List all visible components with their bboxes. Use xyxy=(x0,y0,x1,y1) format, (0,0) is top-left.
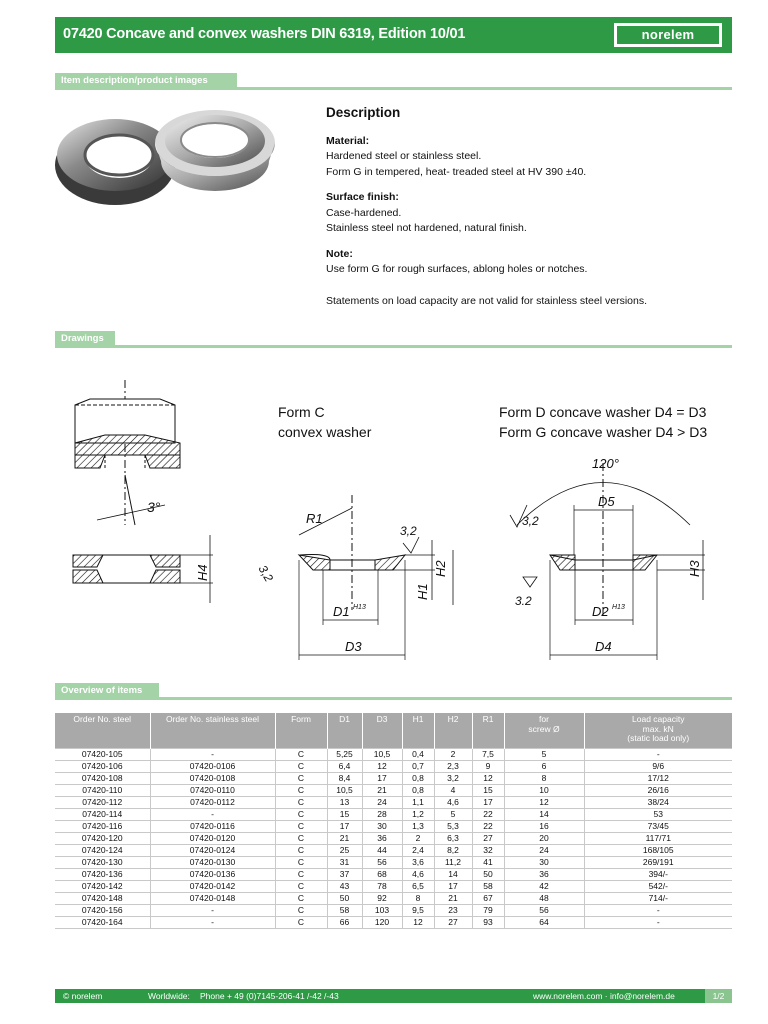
table-cell: 07420-0112 xyxy=(150,796,275,808)
table-cell: 21 xyxy=(327,832,362,844)
form-c-section xyxy=(256,495,453,660)
d3-label: D3 xyxy=(345,639,362,654)
roughness-label-4 xyxy=(455,544,456,545)
table-cell: 11,2 xyxy=(434,856,472,868)
table-cell: 8 xyxy=(504,772,584,784)
table-cell: 17 xyxy=(434,880,472,892)
d1-label: D1 xyxy=(333,604,350,619)
table-row xyxy=(55,748,732,760)
page-title: 07420 Concave and convex washers DIN 6319, Edition 10/01 xyxy=(63,26,466,42)
table-cell: 43 xyxy=(327,880,362,892)
table-cell: 14 xyxy=(504,808,584,820)
table-cell: 0,8 xyxy=(402,772,434,784)
table-cell: C xyxy=(275,784,327,796)
roughness-label-1: 3,2 xyxy=(255,562,277,585)
table-cell: 10,5 xyxy=(327,784,362,796)
column-header: Form xyxy=(275,713,327,748)
page-header xyxy=(55,17,732,53)
table-cell: 22 xyxy=(472,808,504,820)
table-row xyxy=(55,856,732,868)
surface-line-2: Stainless steel not hardened, natural finish. xyxy=(326,222,527,234)
table-cell: 07420-142 xyxy=(55,880,150,892)
table-cell: C xyxy=(275,748,327,760)
convex-washer-label: convex washer xyxy=(278,424,372,440)
table-row xyxy=(55,820,732,832)
column-header: Order No. stainless steel xyxy=(150,713,275,748)
roughness-label-2: 3,2 xyxy=(400,524,417,538)
table-cell: 28 xyxy=(362,808,402,820)
table-cell: 27 xyxy=(472,832,504,844)
table-cell: C xyxy=(275,880,327,892)
page-number: 1/2 xyxy=(705,989,732,1003)
roughness-label-3: 3,2 xyxy=(522,514,539,528)
table-cell: 16 xyxy=(504,820,584,832)
table-header-row xyxy=(55,713,732,748)
table-cell: 8,2 xyxy=(434,844,472,856)
table-cell: 269/191 xyxy=(584,856,732,868)
table-cell: - xyxy=(150,808,275,820)
table-cell: - xyxy=(150,916,275,928)
table-cell: 78 xyxy=(362,880,402,892)
table-cell: 6,4 xyxy=(327,760,362,772)
table-cell: 64 xyxy=(504,916,584,928)
note-line-1: Use form G for rough surfaces, ablong holes or notches. xyxy=(326,263,588,275)
table-cell: 24 xyxy=(362,796,402,808)
table-cell: 58 xyxy=(472,880,504,892)
table-row xyxy=(55,916,732,928)
table-cell: 26/16 xyxy=(584,784,732,796)
table-cell: 9,5 xyxy=(402,904,434,916)
table-cell: 07420-0130 xyxy=(150,856,275,868)
table-cell: 53 xyxy=(584,808,732,820)
table-cell: 4 xyxy=(434,784,472,796)
h1-label: H1 xyxy=(415,583,430,600)
form-d-title: Form D concave washer D4 = D3 xyxy=(499,404,707,420)
table-cell: 22 xyxy=(472,820,504,832)
surface-label: Surface finish: xyxy=(326,191,399,203)
table-cell: - xyxy=(150,904,275,916)
table-cell: 17 xyxy=(327,820,362,832)
table-cell: 48 xyxy=(504,892,584,904)
table-cell: 4,6 xyxy=(402,868,434,880)
table-cell: 5 xyxy=(504,748,584,760)
table-cell: 12 xyxy=(362,760,402,772)
form-d-g-section xyxy=(510,456,705,660)
table-cell: 38/24 xyxy=(584,796,732,808)
table-cell: 12 xyxy=(504,796,584,808)
table-cell: 9 xyxy=(472,760,504,772)
section-item-description xyxy=(55,73,732,90)
material-label: Material: xyxy=(326,134,370,147)
logo-text: norelem xyxy=(617,26,719,44)
d4-label: D4 xyxy=(595,639,612,654)
table-cell: 21 xyxy=(434,892,472,904)
table-cell: 07420-0106 xyxy=(150,760,275,772)
column-header: R1 xyxy=(472,713,504,748)
table-cell: 17/12 xyxy=(584,772,732,784)
footer-worldwide: Worldwide: xyxy=(148,991,190,1001)
table-row xyxy=(55,880,732,892)
table-row xyxy=(55,796,732,808)
table-cell: 2,3 xyxy=(434,760,472,772)
table-cell: 103 xyxy=(362,904,402,916)
table-cell: 50 xyxy=(327,892,362,904)
table-cell: 42 xyxy=(504,880,584,892)
table-cell: 31 xyxy=(327,856,362,868)
footer-copyright: © norelem xyxy=(63,991,103,1001)
table-cell: 1,3 xyxy=(402,820,434,832)
d2-tolerance: H13 xyxy=(612,604,625,611)
table-cell: 3,6 xyxy=(402,856,434,868)
norelem-logo[interactable] xyxy=(614,23,722,47)
table-body xyxy=(55,748,732,928)
table-cell: 56 xyxy=(504,904,584,916)
r1-label: R1 xyxy=(306,511,323,526)
column-header: D3 xyxy=(362,713,402,748)
d5-label: D5 xyxy=(598,494,615,509)
table-cell: 07420-110 xyxy=(55,784,150,796)
table-cell: C xyxy=(275,844,327,856)
table-cell: 3,2 xyxy=(434,772,472,784)
table-cell: 07420-0124 xyxy=(150,844,275,856)
table-cell: 10 xyxy=(504,784,584,796)
table-row xyxy=(55,772,732,784)
table-cell: 10,5 xyxy=(362,748,402,760)
table-cell: 4,6 xyxy=(434,796,472,808)
table-cell: 32 xyxy=(472,844,504,856)
table-cell: C xyxy=(275,856,327,868)
table-cell: 2,4 xyxy=(402,844,434,856)
section-label: Overview of items xyxy=(55,683,159,699)
d2-label: D2 xyxy=(592,604,609,619)
angle-120-label: 120° xyxy=(592,456,619,471)
table-cell: C xyxy=(275,892,327,904)
table-cell: 50 xyxy=(472,868,504,880)
table-row xyxy=(55,808,732,820)
table-cell: 0,4 xyxy=(402,748,434,760)
table-cell: 07420-164 xyxy=(55,916,150,928)
items-table xyxy=(55,713,732,929)
table-cell: 41 xyxy=(472,856,504,868)
roughness-label-5: 3.2 xyxy=(515,594,532,608)
table-cell: C xyxy=(275,820,327,832)
form-c-title: Form C xyxy=(278,404,325,420)
table-cell: 07420-0108 xyxy=(150,772,275,784)
table-cell: 37 xyxy=(327,868,362,880)
table-cell: 14 xyxy=(434,868,472,880)
table-cell: C xyxy=(275,916,327,928)
table-cell: C xyxy=(275,772,327,784)
column-header: Load capacity max. kN (static load only) xyxy=(584,713,732,748)
table-cell: - xyxy=(584,916,732,928)
page-footer xyxy=(55,989,732,1003)
table-cell: 0,8 xyxy=(402,784,434,796)
table-cell: 25 xyxy=(327,844,362,856)
table-cell: 07420-156 xyxy=(55,904,150,916)
h2-label: H2 xyxy=(433,560,448,577)
table-cell: - xyxy=(150,748,275,760)
table-cell: 07420-112 xyxy=(55,796,150,808)
angle-3-label: 3° xyxy=(147,499,161,515)
form-g-title: Form G concave washer D4 > D3 xyxy=(499,424,708,440)
table-cell: 5,25 xyxy=(327,748,362,760)
table-cell: 12 xyxy=(472,772,504,784)
table-cell: 394/- xyxy=(584,868,732,880)
table-cell: 2 xyxy=(402,832,434,844)
table-cell: 07420-0120 xyxy=(150,832,275,844)
table-cell: 07420-0136 xyxy=(150,868,275,880)
table-cell: C xyxy=(275,796,327,808)
table-cell: 07420-106 xyxy=(55,760,150,772)
d1-tolerance: H13 xyxy=(353,604,366,611)
technical-drawing xyxy=(55,355,732,675)
table-cell: 714/- xyxy=(584,892,732,904)
table-cell: 6,3 xyxy=(434,832,472,844)
table-row xyxy=(55,868,732,880)
column-header: H2 xyxy=(434,713,472,748)
table-cell: 1,1 xyxy=(402,796,434,808)
table-cell: 73/45 xyxy=(584,820,732,832)
table-cell: 8,4 xyxy=(327,772,362,784)
table-cell: 07420-130 xyxy=(55,856,150,868)
washer-product-image xyxy=(55,103,280,213)
table-cell: 5,3 xyxy=(434,820,472,832)
table-row xyxy=(55,760,732,772)
material-line-1: Hardened steel or stainless steel. xyxy=(326,150,482,162)
section-overview xyxy=(55,683,732,700)
table-cell: - xyxy=(584,748,732,760)
table-cell: 6,5 xyxy=(402,880,434,892)
table-cell: 79 xyxy=(472,904,504,916)
table-cell: 07420-136 xyxy=(55,868,150,880)
table-cell: 44 xyxy=(362,844,402,856)
table-cell: C xyxy=(275,832,327,844)
table-cell: 07420-0110 xyxy=(150,784,275,796)
table-cell: 36 xyxy=(362,832,402,844)
table-cell: 07420-114 xyxy=(55,808,150,820)
table-cell: 07420-0148 xyxy=(150,892,275,904)
table-cell: 23 xyxy=(434,904,472,916)
table-cell: 15 xyxy=(472,784,504,796)
footer-web-email[interactable]: www.norelem.com · info@norelem.de xyxy=(533,991,675,1001)
table-cell: 30 xyxy=(504,856,584,868)
section-drawings xyxy=(55,331,732,348)
table-cell: 168/105 xyxy=(584,844,732,856)
table-cell: 07420-108 xyxy=(55,772,150,784)
table-cell: 13 xyxy=(327,796,362,808)
table-row xyxy=(55,784,732,796)
table-cell: 5 xyxy=(434,808,472,820)
table-cell: 117/71 xyxy=(584,832,732,844)
surface-line-1: Case-hardened. xyxy=(326,206,402,219)
table-cell: 12 xyxy=(402,916,434,928)
table-cell: 0,7 xyxy=(402,760,434,772)
table-cell: 1,2 xyxy=(402,808,434,820)
column-header: D1 xyxy=(327,713,362,748)
table-cell: 7,5 xyxy=(472,748,504,760)
table-row xyxy=(55,844,732,856)
table-cell: 67 xyxy=(472,892,504,904)
table-cell: 07420-0142 xyxy=(150,880,275,892)
table-cell: 07420-0116 xyxy=(150,820,275,832)
table-cell: 24 xyxy=(504,844,584,856)
table-cell: 07420-105 xyxy=(55,748,150,760)
table-row xyxy=(55,832,732,844)
table-cell: 58 xyxy=(327,904,362,916)
description-heading: Description xyxy=(326,105,401,120)
note-line-2: Statements on load capacity are not valid for stainless steel versions. xyxy=(326,294,647,307)
table-cell: 66 xyxy=(327,916,362,928)
table-cell: 07420-120 xyxy=(55,832,150,844)
table-cell: 6 xyxy=(504,760,584,772)
form-c-small-section xyxy=(73,535,213,603)
table-cell: 542/- xyxy=(584,880,732,892)
table-cell: 27 xyxy=(434,916,472,928)
table-cell: 2 xyxy=(434,748,472,760)
table-cell: 9/6 xyxy=(584,760,732,772)
table-cell: 17 xyxy=(362,772,402,784)
table-cell: C xyxy=(275,808,327,820)
note-label: Note: xyxy=(326,247,353,260)
table-cell: 8 xyxy=(402,892,434,904)
h4-label: H4 xyxy=(195,564,210,581)
table-cell: 15 xyxy=(327,808,362,820)
table-cell: 21 xyxy=(362,784,402,796)
table-cell: 20 xyxy=(504,832,584,844)
table-cell: - xyxy=(584,904,732,916)
table-cell: 36 xyxy=(504,868,584,880)
section-label: Item description/product images xyxy=(55,73,237,89)
table-cell: C xyxy=(275,868,327,880)
table-cell: C xyxy=(275,904,327,916)
footer-phone[interactable]: Phone + 49 (0)7145-206-41 /-42 /-43 xyxy=(200,991,339,1001)
table-cell: 93 xyxy=(472,916,504,928)
table-cell: 92 xyxy=(362,892,402,904)
h3-label: H3 xyxy=(687,560,702,577)
table-row xyxy=(55,892,732,904)
table-cell: 120 xyxy=(362,916,402,928)
table-cell: 17 xyxy=(472,796,504,808)
column-header: for screw Ø xyxy=(504,713,584,748)
table-cell: 68 xyxy=(362,868,402,880)
table-cell: 07420-148 xyxy=(55,892,150,904)
column-header: H1 xyxy=(402,713,434,748)
table-cell: 07420-124 xyxy=(55,844,150,856)
column-header: Order No. steel xyxy=(55,713,150,748)
table-cell: C xyxy=(275,760,327,772)
section-label: Drawings xyxy=(55,331,115,347)
table-cell: 30 xyxy=(362,820,402,832)
assembly-drawing xyxy=(75,380,180,525)
table-cell: 56 xyxy=(362,856,402,868)
description-block xyxy=(326,105,726,309)
material-line-2: Form G in tempered, heat- treaded steel at HV 390 ±40. xyxy=(326,165,587,178)
table-row xyxy=(55,904,732,916)
table-cell: 07420-116 xyxy=(55,820,150,832)
